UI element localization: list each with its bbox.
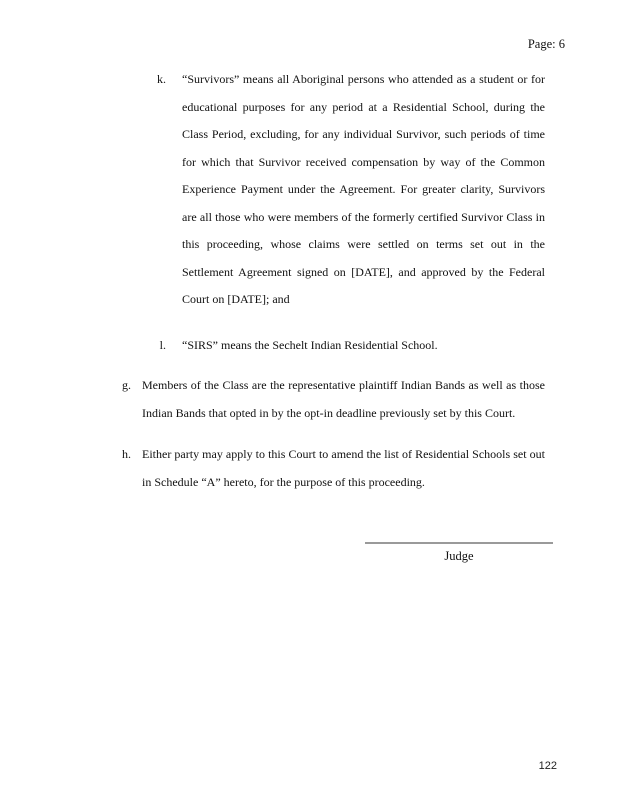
footer-page-number: 122 <box>538 760 557 772</box>
list-item-k <box>122 66 545 314</box>
list-marker-g: g. <box>122 378 131 392</box>
list-marker-h: h. <box>122 447 131 461</box>
list-text-l: “SIRS” means the Sechelt Indian Residential School. <box>182 337 438 352</box>
list-text-h: Either party may apply to this Court to amend the list of Residential Schools set out in Schedule “A” hereto, for the purpose of this proceeding. <box>142 447 545 489</box>
list-item-g <box>122 372 545 427</box>
list-marker-l: l. <box>159 337 166 352</box>
list-item-h <box>122 441 545 496</box>
list-marker-k: k. <box>157 72 166 86</box>
signature-block <box>365 542 553 565</box>
signature-label: Judge <box>444 549 474 563</box>
page-header <box>0 0 623 52</box>
document-body <box>122 66 545 565</box>
list-item-l <box>122 332 545 360</box>
page-header-label: Page: 6 <box>527 37 565 51</box>
list-text-g: Members of the Class are the representative plaintiff Indian Bands as well as those Indian Bands that opted in by the opt-in deadline previously set by this Court. <box>142 378 545 420</box>
list-text-k: “Survivors” means all Aboriginal persons who attended as a student or for educational purposes for any period at a Residential School, during the Class Period, excluding, for any individual Survivor, such periods of time for which that Survivor received compensation by way of the Common Experience Payment under the Agreement. For greater clarity, Survivors are all those who were members of the formerly certified Survivor Class in this proceeding, whose claims were settled on terms set out in the Settlement Agreement signed on [DATE], and approved by the Federal Court on [DATE]; and <box>182 72 545 306</box>
